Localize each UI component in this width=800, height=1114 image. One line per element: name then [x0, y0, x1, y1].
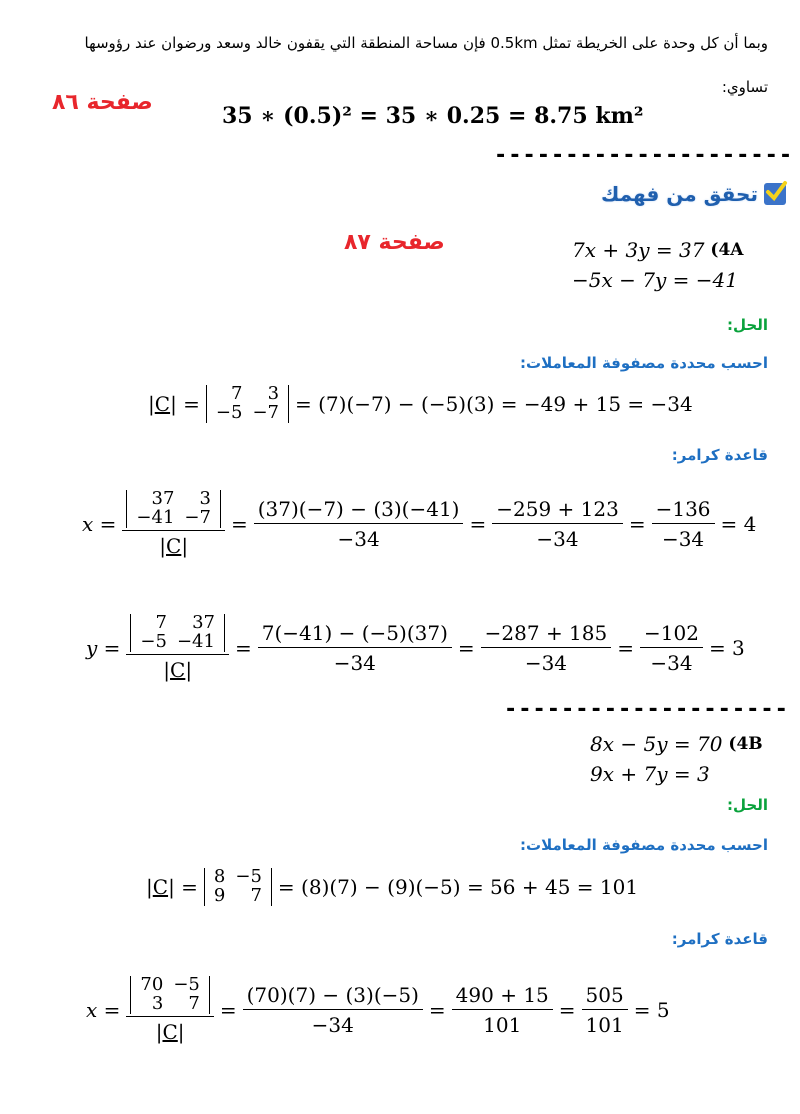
fraction-denominator: −34 [661, 526, 705, 551]
ex4b-cramer-label: قاعدة كرامر: [671, 930, 768, 948]
matrix-cell: 7 [250, 884, 262, 906]
checkmark-icon [764, 183, 786, 205]
ex4a-det-label: احسب محددة مصفوفة المعاملات: [520, 354, 768, 372]
cramer-fraction: 7 37 −5 −41 |C| [126, 614, 229, 682]
matrix-cell: −5 [215, 401, 243, 423]
matrix-cell: −5 [140, 630, 167, 652]
matrix-cell: 7 [155, 612, 167, 633]
ex4b-system [590, 732, 763, 786]
ex4b-label: (4B [728, 734, 763, 754]
fraction-denominator: −34 [311, 1012, 354, 1037]
check-understanding-header [601, 182, 786, 206]
y-result: = 3 [708, 635, 745, 660]
ex4b-det-equation: |C| = 8 −5 9 7 = (8)(7) − (9)(−5) = 56 + 45 = 101 [146, 866, 639, 906]
matrix-cell: 3 [151, 992, 164, 1014]
matrix-c-symbol: C [170, 657, 186, 682]
check-understanding-title: تحقق من فهمك [601, 182, 758, 206]
x-variable: x = [86, 997, 121, 1022]
fraction [640, 621, 703, 675]
fraction-numerator: −287 + 185 [481, 621, 612, 648]
matrix-cell: −5 [235, 866, 262, 887]
ex4a-cramer-label: قاعدة كرامر: [671, 446, 768, 464]
fraction-denominator: −34 [524, 650, 568, 675]
divider-1: --------------------- [494, 143, 794, 168]
ex4a-solution-label: الحل: [727, 316, 768, 334]
ex4a-eq2: −5x − 7y = −41 [572, 268, 738, 292]
matrix-cell: 7 [231, 383, 243, 404]
matrix-c-symbol: C [166, 533, 182, 558]
matrix-cell: −41 [136, 506, 175, 528]
ex4b-det-label: احسب محددة مصفوفة المعاملات: [520, 836, 768, 854]
y-variable: y = [86, 635, 121, 660]
intro-paragraph-line2: تساوي: [721, 78, 768, 96]
fraction-numerator: (37)(−7) − (3)(−41) [254, 497, 464, 524]
fraction-numerator: 7(−41) − (−5)(37) [258, 621, 452, 648]
fraction-numerator: 505 [582, 983, 628, 1010]
page-reference-87: صفحة ٨٧ [344, 230, 445, 255]
fraction [481, 621, 612, 675]
divider-2: -------------------- [504, 697, 789, 722]
fraction-denominator: 101 [585, 1012, 624, 1037]
matrix-cell: 70 [140, 974, 164, 995]
matrix-cell: 37 [151, 488, 175, 509]
fraction-denominator: −34 [650, 650, 693, 675]
ex4a-det-matrix [206, 385, 289, 423]
ex4a-det-equation: |C| = 7 3 −5 −7 = (7)(−7) − (−5)(3) = −49 + 15 = −34 [148, 383, 693, 423]
fraction-numerator: −259 + 123 [492, 497, 623, 524]
ex4a-y-solution: y = 7 37 −5 −41 |C| = $\frac{7(-41) - (-5)(37)}{-34}$ = $\frac{-287 + 185}{-34}$ = $\frac{-102}{-34}$ = 3 [86, 612, 745, 682]
ex4b-eq2: 9x + 7y = 3 [590, 762, 710, 786]
ex4a-system [572, 238, 743, 292]
page-reference-86: صفحة ٨٦ [52, 90, 153, 115]
x-variable: x = [82, 511, 117, 536]
matrix-c-symbol: C [152, 874, 169, 899]
ex4b-det-matrix [204, 868, 272, 906]
ex4b-solution-label: الحل: [727, 796, 768, 814]
fraction [582, 983, 628, 1037]
ex4b-x-solution: x = 70 −5 3 7 |C| = $\frac{(70)(7) - (3)(-5)}{-34}$ = $\frac{490 + 15}{101}$ = $\frac{505}{101}$ = 5 [86, 974, 670, 1044]
fraction-denominator: −34 [333, 650, 376, 675]
fraction-denominator: 101 [483, 1012, 522, 1037]
matrix-cell: 37 [192, 612, 215, 633]
matrix-cell: 3 [267, 383, 280, 404]
ex4b-eq1: 8x − 5y = 70 [590, 732, 723, 756]
area-equation: 35 ∗ (0.5)² = 35 ∗ 0.25 = 8.75 km² [222, 103, 644, 129]
fraction [452, 983, 553, 1037]
matrix-cell: 8 [213, 866, 226, 887]
fraction [652, 497, 715, 551]
ex4b-det-rhs: = (8)(7) − (9)(−5) = 56 + 45 = 101 [277, 874, 639, 899]
matrix-cell: 9 [213, 884, 226, 906]
cramer-fraction: 37 3 −41 −7 |C| [122, 490, 225, 558]
ex4a-eq1: 7x + 3y = 37 [572, 238, 705, 262]
matrix-cell: 3 [199, 488, 211, 509]
fraction-numerator: (70)(7) − (3)(−5) [243, 983, 423, 1010]
fraction-denominator: −34 [536, 526, 579, 551]
intro-paragraph-line1: وبما أن كل وحدة على الخريطة تمثل 0.5km فإن مساحة المنطقة التي يقفون خالد وسعد ورضوان عند رؤوسها [84, 34, 768, 52]
matrix-cell: 7 [188, 992, 200, 1014]
matrix-cell: −7 [184, 506, 211, 528]
ex4a-x-solution: x = 37 3 −41 −7 |C| = $\frac{(37)(-7) - (3)(-41)}{-34}$ = $\frac{-259 + 123}{-34}$ = $\frac{-136}{-34}$ = 4 [82, 488, 757, 558]
ex4a-label: (4A [710, 240, 744, 260]
matrix-c-symbol: C [154, 391, 171, 416]
x-result: = 4 [720, 511, 757, 536]
fraction [492, 497, 623, 551]
fraction [243, 983, 423, 1037]
matrix-cell: −41 [176, 630, 215, 652]
matrix-cell: −5 [173, 974, 200, 995]
x-result: = 5 [633, 997, 670, 1022]
ex4a-det-rhs: = (7)(−7) − (−5)(3) = −49 + 15 = −34 [295, 391, 693, 416]
fraction-numerator: −136 [652, 497, 715, 524]
cramer-fraction: 70 −5 3 7 |C| [126, 976, 213, 1044]
fraction-numerator: −102 [640, 621, 703, 648]
fraction [258, 621, 452, 675]
matrix-cell: −7 [252, 401, 280, 423]
matrix-c-symbol: C [162, 1019, 178, 1044]
fraction [254, 497, 464, 551]
fraction-denominator: −34 [337, 526, 380, 551]
fraction-numerator: 490 + 15 [452, 983, 553, 1010]
